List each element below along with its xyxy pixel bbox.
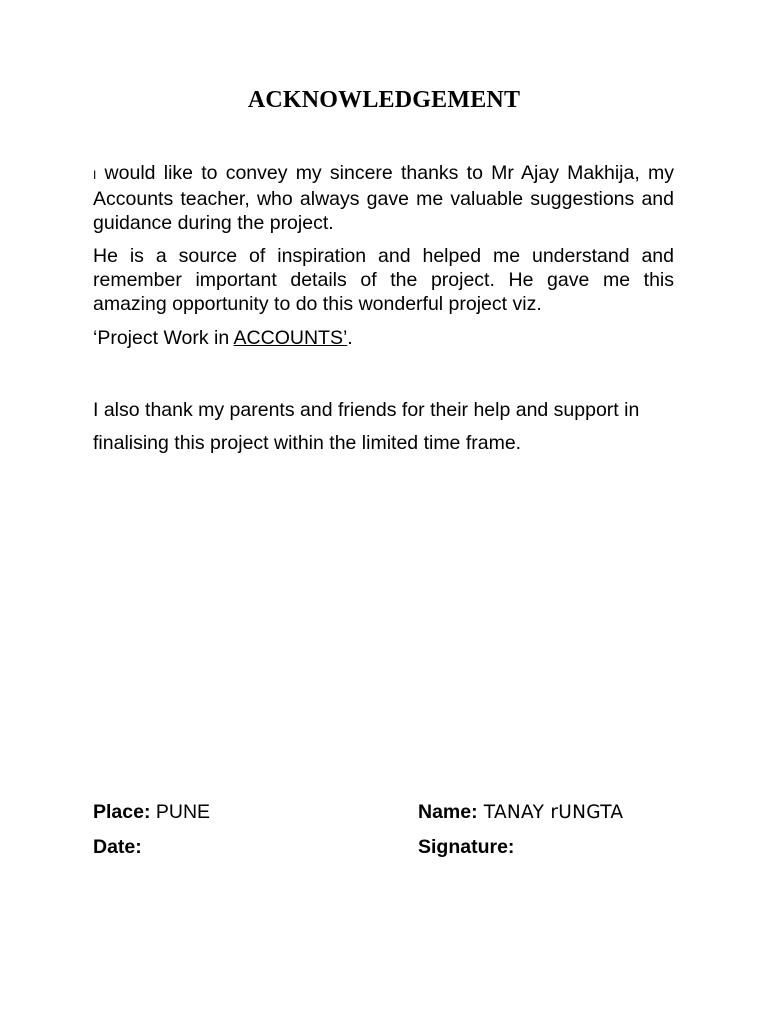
place-field [93, 800, 210, 824]
paragraph-thanks-parents: I also thank my parents and friends for their help and support in finalising this project within the limited time frame. [93, 399, 640, 454]
name-value: TANAY rUNGTA [477, 802, 624, 823]
paragraph-thanks-teacher [93, 161, 674, 235]
paragraph-inspiration: He is a source of inspiration and helped me understand and remember important details of the project. He gave me this amazing opportunity to do this wonderful project viz. [93, 245, 674, 315]
date-label: Date: [93, 836, 142, 858]
project-title-prefix: ‘Project Work in [93, 327, 234, 349]
place-value: PUNE [150, 801, 211, 823]
paragraph-project-title [93, 326, 674, 350]
paragraph-text: would like to convey my sincere thanks to Mr Ajay Makhija, my Accounts teacher, who always gave me valuable suggestions and guidance during the project. [93, 162, 674, 234]
project-subject: ACCOUNTS’ [233, 327, 348, 349]
name-field [418, 800, 623, 825]
name-label: Name: [418, 801, 478, 823]
signature-field [418, 835, 514, 859]
date-field [93, 835, 142, 859]
page-title: ACKNOWLEDGEMENT [247, 87, 521, 113]
place-label: Place: [93, 801, 151, 823]
project-title-suffix: . [347, 327, 353, 349]
paragraph-initial: I [93, 168, 97, 182]
signature-label: Signature: [418, 836, 515, 858]
